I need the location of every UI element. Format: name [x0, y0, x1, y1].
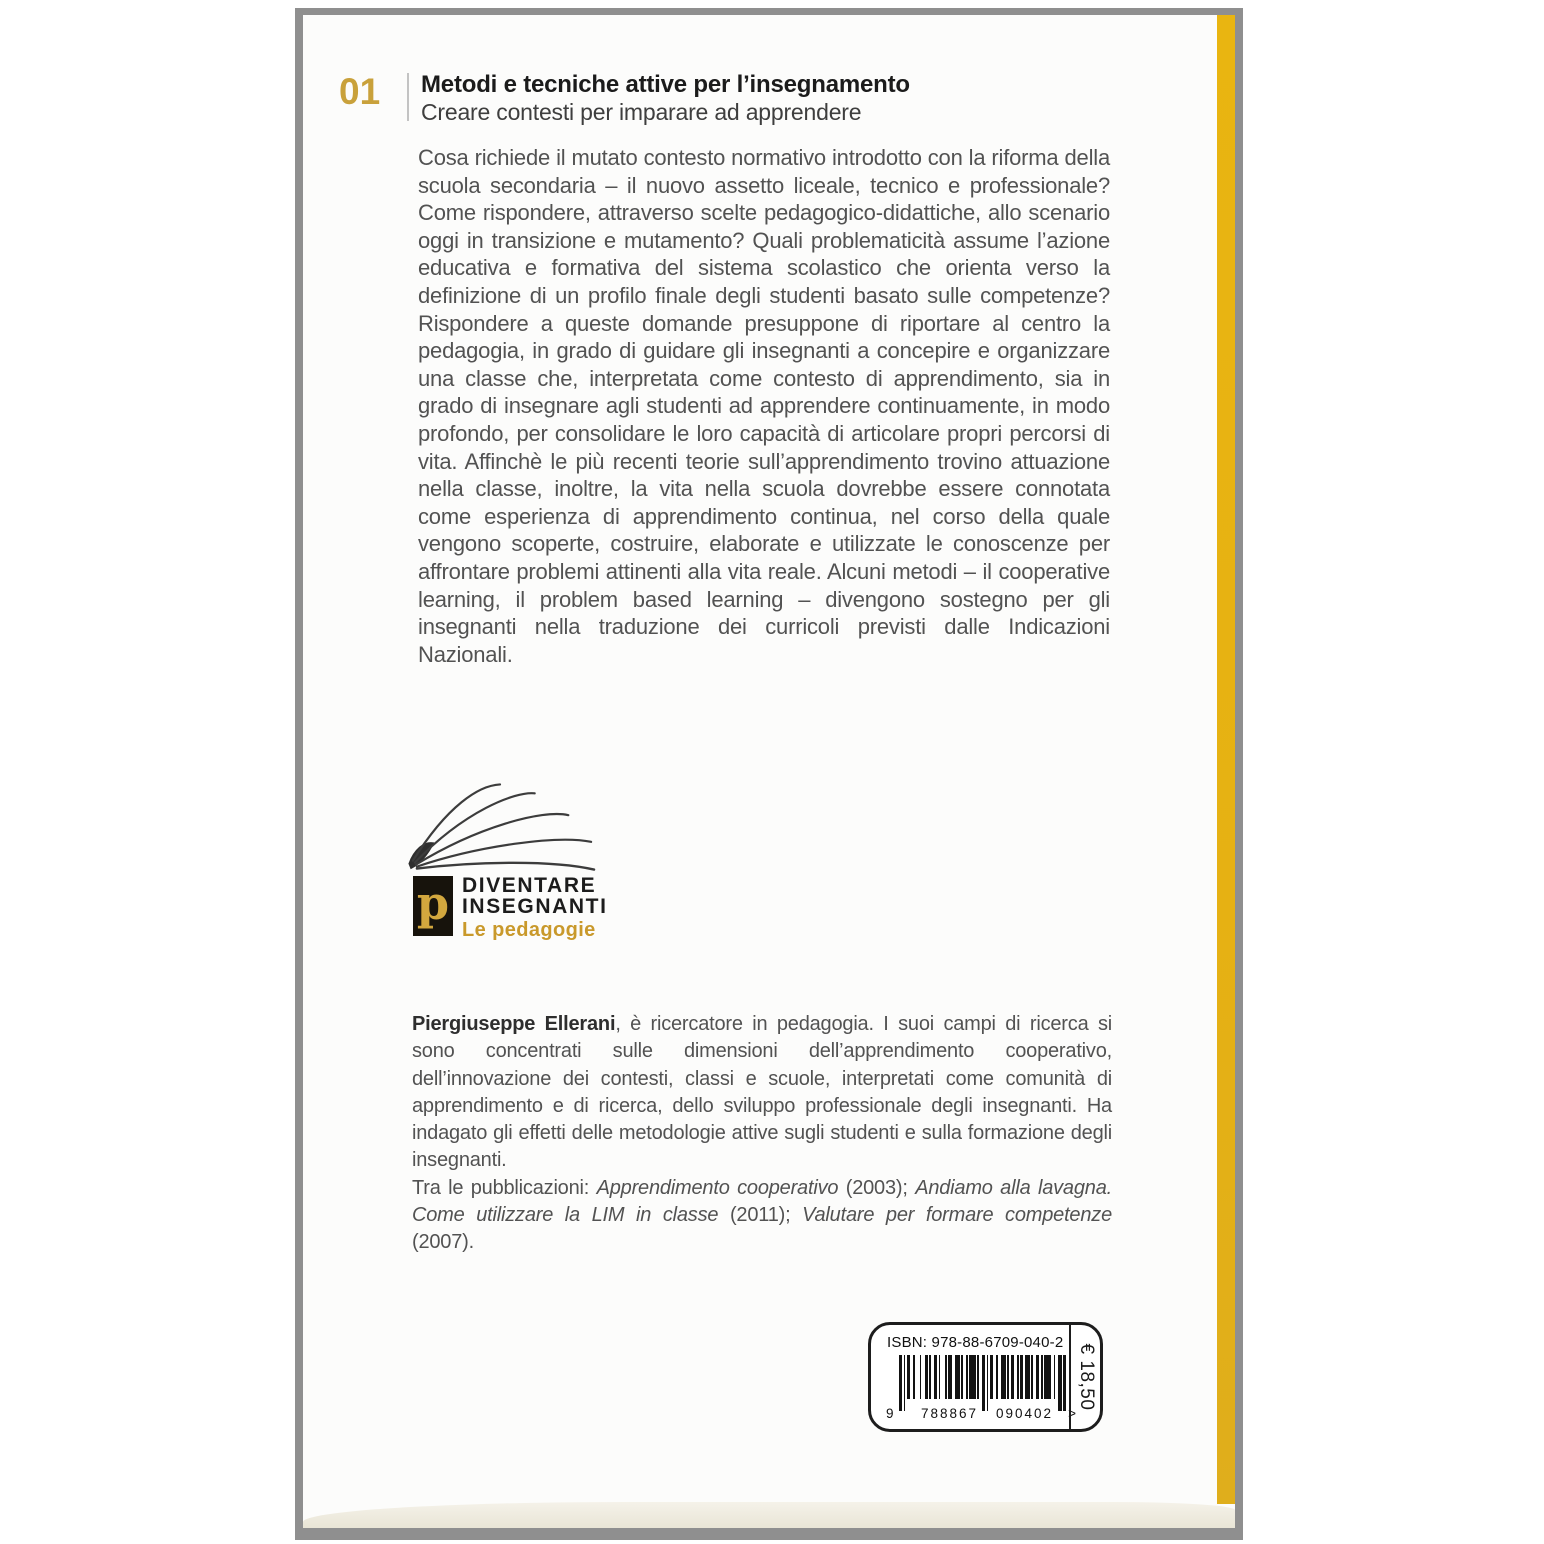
barcode-digit-lead: 9 — [886, 1406, 894, 1421]
logo-series-label: Le pedagogie — [462, 919, 596, 941]
logo-brand-name — [462, 876, 608, 942]
series-number: 01 — [339, 71, 381, 112]
book-back-cover — [295, 8, 1243, 1540]
publication-year: (2007). — [412, 1231, 474, 1254]
publication-title: Andiamo alla lavagna. Come utilizzare la LIM in classe — [412, 1176, 1112, 1227]
publication-title: Valutare per formare competenze — [802, 1204, 1112, 1227]
logo-monogram — [413, 876, 453, 936]
brand-line-1: DIVENTARE — [462, 874, 597, 897]
barcode-panel — [868, 1322, 1103, 1432]
open-book-icon — [403, 780, 601, 876]
author-name: Piergiuseppe Ellerani — [412, 1013, 616, 1035]
bio-paragraph — [412, 1011, 1112, 1175]
barcode-digits — [886, 1405, 1076, 1421]
price-label: € 18,50 — [1075, 1343, 1097, 1411]
book-title: Metodi e tecniche attive per l’insegnamento — [421, 71, 910, 98]
book-page-edge — [303, 1502, 1235, 1528]
barcode-area — [871, 1325, 1076, 1429]
brand-line-2: INSEGNANTI — [462, 894, 608, 918]
back-cover-blurb: Cosa richiede il mutato contesto normativo introdotto con la riforma della scuola secondaria – il nuovo assetto liceale, tecnico e professionale? Come rispondere, attraverso scelte pedagogico-didattiche, allo scenario oggi in transizione e mutamento? Quali problematicità assume l’azione educativa e formativa del sistema scolastico che orienta verso la definizione di un profilo finale degli studenti basato sulle competenze? Rispondere a queste domande presuppone di riportare al centro la pedagogia, in grado di guidare gli insegnanti a concepire e organizzare una classe che, interpretata come contesto di apprendimento, sia in grado di insegnare agli studenti ad apprendere continuamente, in modo profondo, per consolidare le loro capacità di articolare propri percorsi di vita. Affinchè le più recenti teorie sull’apprendimento trovino attuazione nella classe, inoltre, la vita nella scuola dovrebbe essere connotata come esperienza di apprendimento continua, nel corso della quale vengono scoperte, costruire, elaborate e utilizzate le conoscenze per affrontare problemi attinenti alla vita reale. Alcuni metodi – il cooperative learning, il problem based learning – divengono sostegno per gli insegnanti nella traduzione dei curricoli previsti dalle Indicazioni Nazionali. — [418, 145, 1110, 667]
barcode-digit-group1: 788867 — [921, 1406, 979, 1421]
barcode-digit-end: > — [1068, 1406, 1076, 1421]
publication-year: (2011); — [718, 1204, 803, 1227]
publication-year: (2003); — [838, 1176, 916, 1199]
publications-prefix: Tra le pubblicazioni: — [412, 1176, 597, 1199]
spine-accent-stripe — [1217, 15, 1235, 1504]
publications — [412, 1175, 1112, 1257]
publisher-logo — [413, 876, 608, 942]
header-divider — [407, 73, 409, 121]
isbn-label: ISBN: 978-88-6709-040-2 — [887, 1334, 1064, 1351]
bio-text: , è ricercatore in pedagogia. I suoi campi di ricerca si sono concentrati sulle dimensioni dell’apprendimento cooperativo, dell’innovazione dei contesti, classi e scuole, interpretati come comunità di apprendimento e di ricerca, dello sviluppo professionale degli insegnanti. Ha indagato gli effetti delle metodologie attive sugli studenti e sulla formazione degli insegnanti. — [412, 1013, 1112, 1172]
book-subtitle: Creare contesti per imparare ad apprendere — [421, 99, 862, 125]
price-area — [1069, 1325, 1100, 1429]
ean-barcode — [886, 1355, 1076, 1421]
barcode-digit-group2: 090402 — [996, 1406, 1054, 1421]
author-bio — [412, 1011, 1112, 1257]
publication-title: Apprendimento cooperativo — [596, 1176, 839, 1199]
logo-monogram-letter: p — [416, 876, 450, 930]
barcode-bars — [899, 1355, 1069, 1411]
